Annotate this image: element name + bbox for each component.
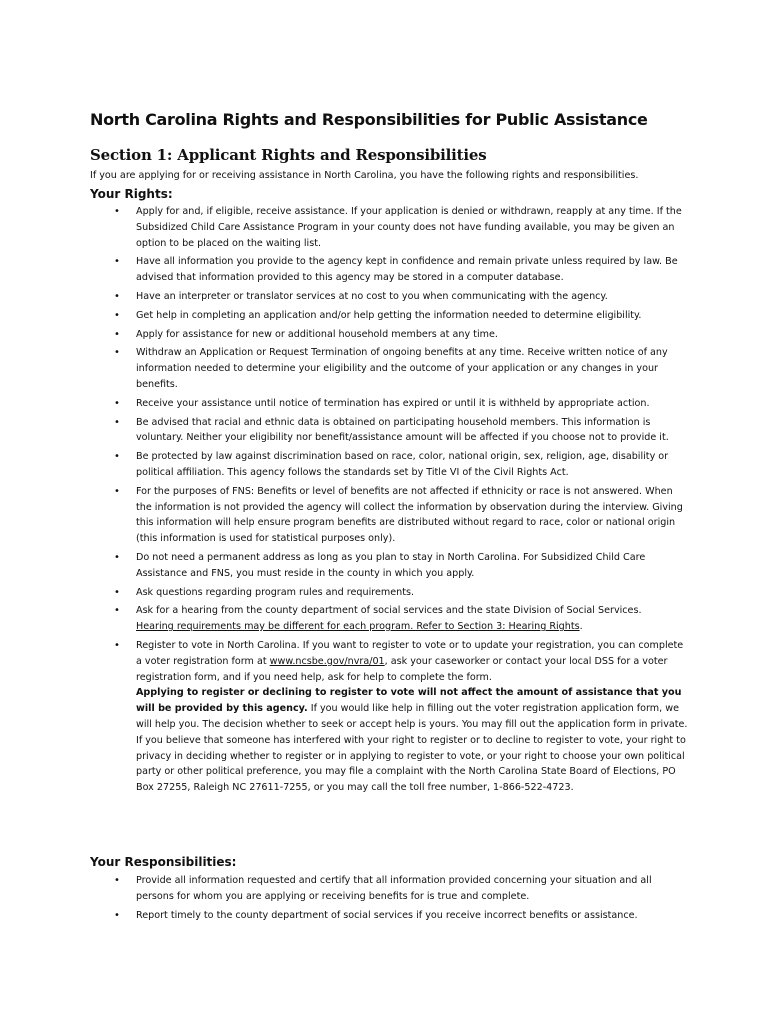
rights-item [90, 308, 690, 324]
bullet-icon: • [114, 586, 120, 598]
bullet-icon: • [114, 551, 120, 563]
bullet-icon: • [114, 416, 120, 428]
responsibility-item [90, 873, 690, 905]
vote-text-part1: Register to vote in North Carolina. If you want to register to vote or to update your registration, you can complete a voter registration form at [136, 639, 684, 667]
rights-item-text: Have all information you provide to the agency kept in confidence and remain private unless required by law. Be advised that information provided to this agency may be stored in a computer database. [136, 256, 678, 284]
vote-text-part3: If you would like help in filling out the voter registration application form, we will help you. The decision whether to seek or accept help is yours. You may fill out the application form in private. If you believe that someone has interfered with your right to register or to decline to register to vote, your right to privacy in deciding whether to register or in applying to register to vote, or your right to choose your own political party or other political preference, you may file a complaint with the North Carolina State Board of Elections, PO Box 27255, Raleigh NC 27611-7255, or you may call the toll free number, 1-866-522-4723. [136, 703, 688, 794]
rights-item-text: Have an interpreter or translator services at no cost to you when communicating with the agency. [136, 290, 608, 302]
rights-item [90, 345, 690, 392]
rights-item-text: Apply for and, if eligible, receive assistance. If your application is denied or withdrawn, reapply at any time. If the Subsidized Child Care Assistance Program in your county does not have funding available, you may be given an option to be placed on the waiting list. [136, 206, 682, 249]
rights-item-hearing [90, 603, 690, 635]
bullet-icon: • [114, 875, 120, 886]
rights-item-text: For the purposes of FNS: Benefits or level of benefits are not affected if ethnicity or race is not answered. When the information is not provided the agency will collect the information by observation during the interview. Giving this information will help ensure program benefits are distributed without regard to race, color or national origin (this information is used for statistical purposes only). [136, 485, 683, 545]
bullet-icon: • [114, 397, 120, 409]
section-heading: Section 1: Applicant Rights and Responsibilities [90, 146, 487, 164]
ncsbe-link[interactable]: www.ncsbe.gov/nvra/01 [269, 655, 385, 667]
rights-item [90, 289, 690, 305]
hearing-text: Ask for a hearing from the county department of social services and the state Division of Social Services. [136, 605, 642, 617]
rights-list [90, 204, 690, 799]
rights-item-text: Receive your assistance until notice of termination has expired or until it is withheld by appropriate action. [136, 397, 650, 409]
rights-item [90, 254, 690, 286]
document-title: North Carolina Rights and Responsibilities for Public Assistance [90, 110, 648, 129]
bullet-icon: • [114, 451, 120, 463]
rights-item [90, 415, 690, 447]
bullet-icon: • [114, 256, 120, 268]
hearing-requirements-note: Hearing requirements may be different for each program. Refer to Section 3: Hearing Rights [136, 621, 580, 633]
responsibilities-heading: Your Responsibilities: [90, 855, 237, 869]
bullet-icon: • [114, 347, 120, 359]
vote-text-part2: , ask your caseworker or contact your local DSS for a voter registration form, and if you need help, ask for help to complete the form. [136, 655, 668, 683]
bullet-icon: • [114, 605, 120, 617]
rights-item [90, 396, 690, 412]
rights-item [90, 550, 690, 582]
rights-item-text: Be advised that racial and ethnic data is obtained on participating household members. This information is voluntary. Neither your eligibility nor benefit/assistance amount will be affected if you choose not to provide it. [136, 416, 669, 444]
bullet-icon: • [114, 639, 120, 651]
bullet-icon: • [114, 206, 120, 217]
hearing-end: . [579, 621, 583, 633]
rights-item-text: Be protected by law against discrimination based on race, color, national origin, sex, religion, age, disability or political affiliation. This agency follows the standards set by Title VI of the Civil Rights Act. [136, 451, 669, 478]
intro-text: If you are applying for or receiving assistance in North Carolina, you have the following rights and responsibilities. [90, 170, 639, 181]
rights-heading: Your Rights: [90, 187, 173, 201]
rights-item [90, 204, 690, 251]
bullet-icon: • [114, 309, 120, 321]
responsibility-item [90, 908, 690, 924]
bullet-icon: • [114, 290, 120, 302]
rights-item [90, 449, 690, 481]
responsibility-item-text: Provide all information requested and certify that all information provided concerning your situation and all persons for whom you are applying or receiving benefits for is true and complete. [136, 875, 652, 902]
responsibility-item-text: Report timely to the county department of social services if you receive incorrect benefits or assistance. [136, 909, 638, 921]
rights-item [90, 585, 690, 601]
rights-item-text: Get help in completing an application and/or help getting the information needed to determine eligibility. [136, 309, 642, 321]
rights-item [90, 327, 690, 343]
bullet-icon: • [114, 909, 120, 921]
responsibilities-list [90, 873, 690, 926]
vote-bold-notice: Applying to register or declining to register to vote will not affect the amount of assistance that you will be provided by this agency. [136, 687, 682, 715]
rights-item-text: Apply for assistance for new or additional household members at any time. [136, 328, 498, 340]
rights-item-text: Do not need a permanent address as long as you plan to stay in North Carolina. For Subsidized Child Care Assistance and FNS, you must reside in the county in which you apply. [136, 551, 646, 579]
rights-item [90, 484, 690, 547]
rights-item-vote [90, 638, 690, 796]
bullet-icon: • [114, 328, 120, 340]
rights-item-text: Ask questions regarding program rules and requirements. [136, 586, 415, 598]
bullet-icon: • [114, 485, 120, 497]
rights-item-text: Withdraw an Application or Request Termination of ongoing benefits at any time. Receive written notice of any information needed to determine your eligibility and the outcome of your application or any changes in your benefits. [136, 347, 668, 390]
